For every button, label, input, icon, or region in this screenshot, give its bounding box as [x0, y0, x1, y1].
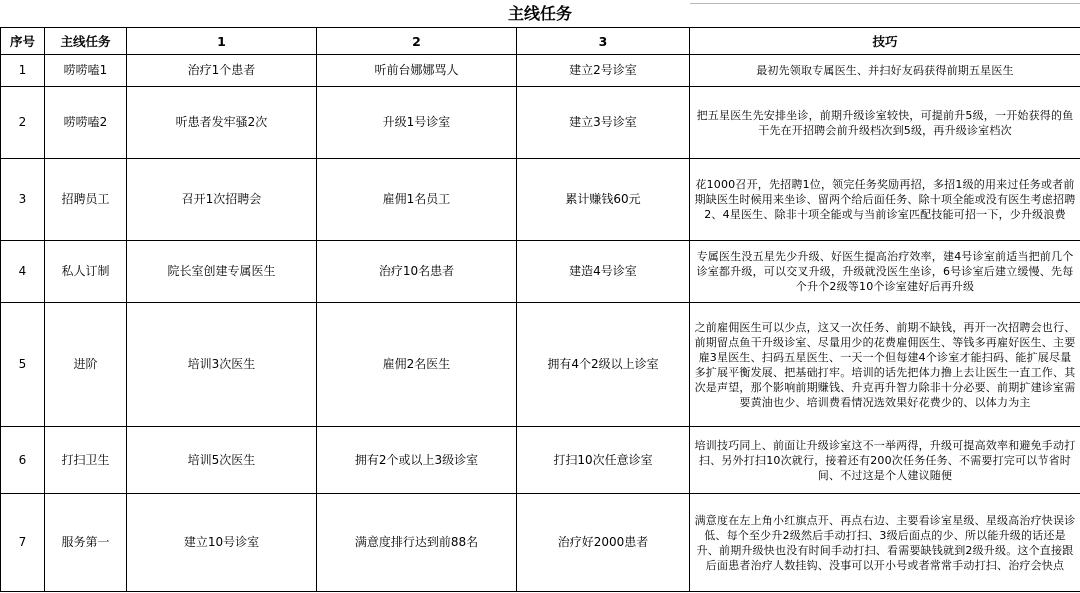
cell-step-1: 培训5次医生 [127, 427, 317, 494]
table-row [1, 494, 1080, 592]
table-row [1, 427, 1080, 494]
table-row [1, 55, 1080, 87]
cell-index: 5 [1, 303, 45, 427]
cell-tip: 满意度在左上角小红旗点开、再点右边、主要看诊室星级、星级高治疗快误诊低、每个至少升2级然后手动打扫、3级后面点的少、所以能升级的话还是升、前期升级快也没有时间手动打扫、看需要缺钱就到2级升级。这个直接跟后面患者治疗人数挂钩、没事可以开小号或者常常手动打扫、治疗会快点 [690, 494, 1080, 592]
cell-step-2: 满意度排行达到前88名 [317, 494, 517, 592]
cell-index: 3 [1, 159, 45, 241]
cell-step-2: 听前台娜娜骂人 [317, 55, 517, 87]
cell-step-3: 建立2号诊室 [517, 55, 690, 87]
header-index: 序号 [1, 28, 45, 55]
header-task: 主线任务 [45, 28, 127, 55]
cell-step-1: 院长室创建专属医生 [127, 241, 317, 303]
cell-step-1: 治疗1个患者 [127, 55, 317, 87]
cell-step-2: 升级1号诊室 [317, 87, 517, 159]
header-step-3: 3 [517, 28, 690, 55]
cell-task: 招聘员工 [45, 159, 127, 241]
cell-tip: 之前雇佣医生可以少点，这又一次任务、前期不缺钱，再开一次招聘会也行、前期留点鱼干升级诊室、尽量用少的花费雇佣医生、等钱多再雇好医生、主要雇3星医生、扫码五星医生、一天一个但每建4个诊室才能扫码、能扩展尽量多扩展平衡发展、把基础打牢。培训的话先把体力撸上去让医生一直工作、其次是声望，那个影响前期赚钱、升克再升智力除非十分必要、前期扩建诊室需要黄油也少、培训费看情况选效果好花费少的、以体力为主 [690, 303, 1080, 427]
table-header-row [1, 28, 1080, 55]
cell-index: 1 [1, 55, 45, 87]
cell-step-3: 累计赚钱60元 [517, 159, 690, 241]
cell-index: 2 [1, 87, 45, 159]
cell-task: 唠唠嗑1 [45, 55, 127, 87]
cell-tip: 花1000召开，先招聘1位，领完任务奖励再招，多招1级的用来过任务或者前期缺医生时候用来坐诊、留两个给后面任务、除十项全能或没有医生考虑招聘2、4星医生、除非十项全能或与当前诊室匹配技能可招一下，少升级浪费 [690, 159, 1080, 241]
cell-step-2: 治疗10名患者 [317, 241, 517, 303]
header-step-1: 1 [127, 28, 317, 55]
cell-step-1: 听患者发牢骚2次 [127, 87, 317, 159]
cell-task: 进阶 [45, 303, 127, 427]
cell-step-1: 建立10号诊室 [127, 494, 317, 592]
cell-task: 服务第一 [45, 494, 127, 592]
cell-step-2: 拥有2个或以上3级诊室 [317, 427, 517, 494]
cell-step-3: 治疗好2000患者 [517, 494, 690, 592]
cell-step-2: 雇佣1名员工 [317, 159, 517, 241]
cell-index: 4 [1, 241, 45, 303]
table-row [1, 303, 1080, 427]
cell-tip: 把五星医生先安排坐诊，前期升级诊室较快，可提前升5级，一开始获得的鱼干先在开招聘会前升级档次到5级，再升级诊室档次 [690, 87, 1080, 159]
table-row [1, 241, 1080, 303]
page-title: 主线任务 [507, 4, 572, 23]
cell-tip: 培训技巧同上、前面让升级诊室这不一举两得，升级可提高效率和避免手动打扫、另外打扫10次就行，接着还有200次任务任务、不需要打完可以节省时间、不过这是个人建议随便 [690, 427, 1080, 494]
cell-step-3: 建立3号诊室 [517, 87, 690, 159]
cell-step-3: 建造4号诊室 [517, 241, 690, 303]
cell-index: 6 [1, 427, 45, 494]
main-quest-table [0, 27, 1080, 592]
cell-step-1: 召开1次招聘会 [127, 159, 317, 241]
cell-step-3: 打扫10次任意诊室 [517, 427, 690, 494]
header-step-2: 2 [317, 28, 517, 55]
cell-tip: 最初先领取专属医生、并扫好友码获得前期五星医生 [690, 55, 1080, 87]
cell-task: 唠唠嗑2 [45, 87, 127, 159]
cell-task: 打扫卫生 [45, 427, 127, 494]
cell-tip: 专属医生没五星先少升级、好医生提高治疗效率，建4号诊室前适当把前几个诊室都升级，可以交叉升级，升级就没医生坐诊，6号诊室后建立缓慢、先每个升个2级等10个诊室建好后再升级 [690, 241, 1080, 303]
table-row [1, 87, 1080, 159]
header-tips: 技巧 [690, 28, 1080, 55]
cell-step-3: 拥有4个2级以上诊室 [517, 303, 690, 427]
cell-index: 7 [1, 494, 45, 592]
cell-task: 私人订制 [45, 241, 127, 303]
cell-step-2: 雇佣2名医生 [317, 303, 517, 427]
cell-step-1: 培训3次医生 [127, 303, 317, 427]
table-row [1, 159, 1080, 241]
